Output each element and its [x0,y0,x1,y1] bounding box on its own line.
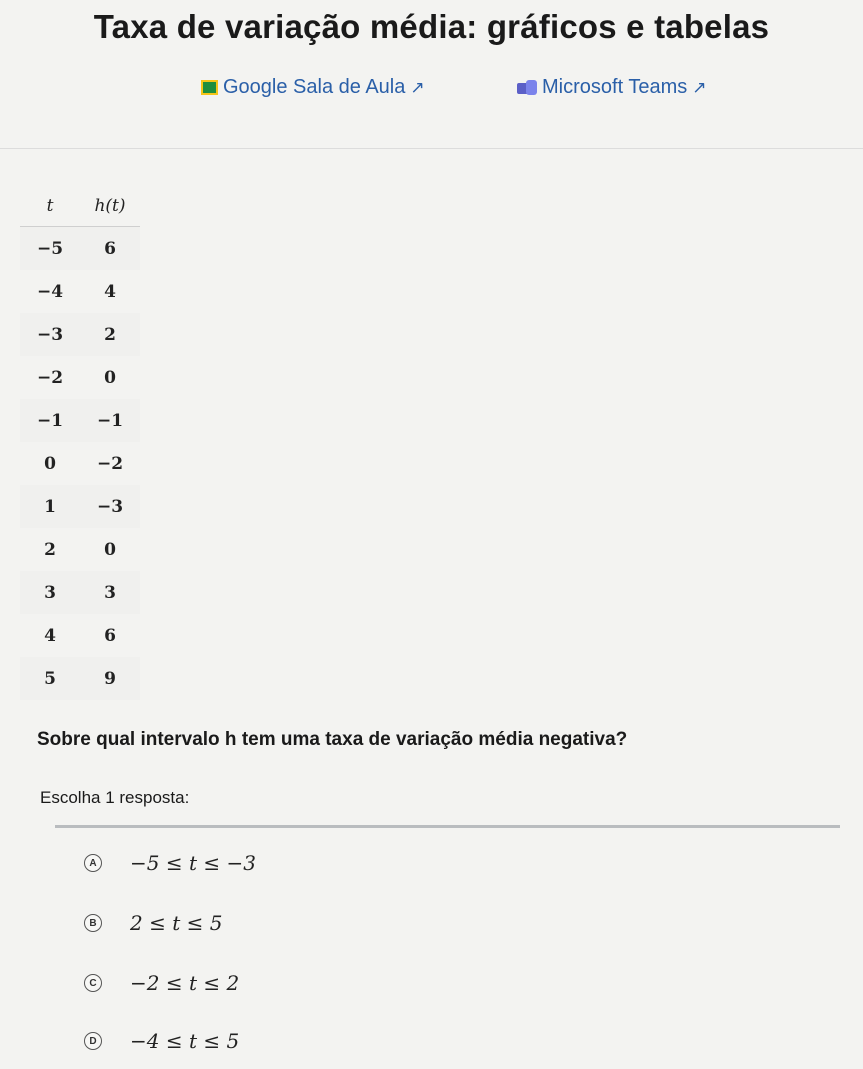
table-row [20,399,140,442]
external-link-icon: ↗ [410,77,425,97]
answer-instruction: Escolha 1 resposta: [40,788,190,807]
table-row [20,657,140,700]
cell-ht: 0 [104,367,116,388]
choice-letter-d: D [84,1032,102,1050]
values-table [20,186,140,700]
cell-ht: 9 [80,657,140,700]
table-row [20,485,140,528]
google-classroom-link[interactable] [201,76,425,99]
external-link-icon: ↗ [692,77,707,97]
table-row [20,528,140,571]
table-row [20,313,140,356]
cell-t: 4 [44,625,56,646]
choice-d-text: −4 ≤ t ≤ 5 [130,1029,240,1053]
table-row [20,227,140,271]
cell-ht: 0 [104,539,116,560]
page-title: Taxa de variação média: gráficos e tabelas [93,8,770,45]
cell-ht: 3 [80,571,140,614]
share-links [0,76,863,104]
cell-ht: −1 [80,399,140,442]
cell-t: −1 [20,399,80,442]
choice-b-text: 2 ≤ t ≤ 5 [130,911,223,935]
table-header-row [20,186,140,227]
cell-t: 0 [44,453,56,474]
microsoft-teams-icon [517,80,537,96]
choice-letter-c: C [84,974,102,992]
cell-t: −2 [36,367,64,388]
column-header-ht: h(t) [80,186,140,227]
microsoft-teams-link[interactable] [517,76,706,99]
cell-t: −5 [20,227,80,271]
table-row [20,571,140,614]
table-row [20,356,140,399]
cell-ht: −3 [80,485,140,528]
cell-ht: 2 [80,313,140,356]
choice-letter-b: B [84,914,102,932]
microsoft-teams-label: Microsoft Teams [542,76,688,98]
cell-t: 2 [44,539,56,560]
cell-ht: 4 [104,281,116,302]
question-text: Sobre qual intervalo h tem uma taxa de variação média negativa? [37,729,628,750]
cell-ht: 6 [80,227,140,271]
cell-t: 5 [20,657,80,700]
choices-divider [55,825,840,828]
google-classroom-label: Google Sala de Aula [223,76,406,98]
choice-c-text: −2 ≤ t ≤ 2 [130,971,240,995]
choice-a-text: −5 ≤ t ≤ −3 [130,851,256,875]
choice-b[interactable] [84,908,222,938]
table-row [20,270,140,313]
table-row [20,442,140,485]
google-classroom-icon [201,80,218,95]
cell-t: 3 [20,571,80,614]
choice-c[interactable] [84,968,239,998]
divider [0,148,863,149]
choice-letter-a: A [84,854,102,872]
choice-a[interactable] [84,848,256,878]
cell-t: −4 [36,281,64,302]
choice-d[interactable] [84,1026,239,1056]
cell-t: 1 [20,485,80,528]
cell-t: −3 [20,313,80,356]
cell-ht: −2 [96,453,124,474]
column-header-t: t [20,186,80,227]
table-row [20,614,140,657]
cell-ht: 6 [104,625,116,646]
